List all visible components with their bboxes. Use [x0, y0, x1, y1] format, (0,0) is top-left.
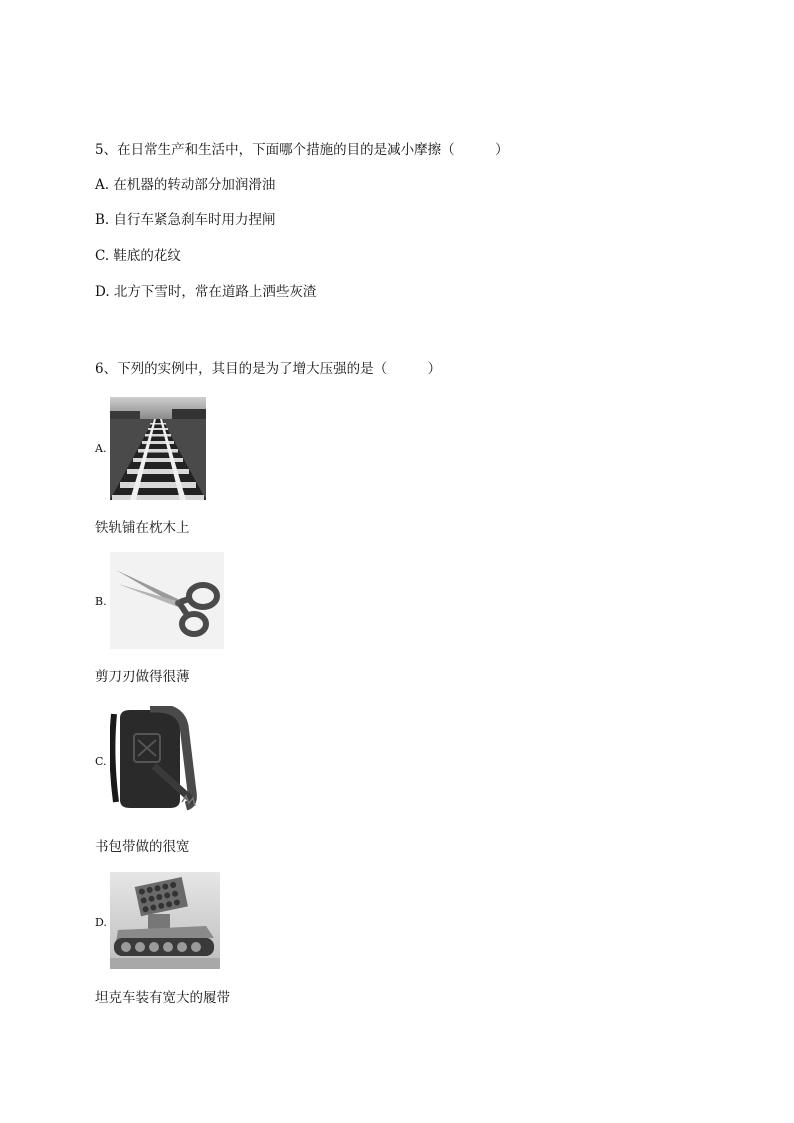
question-6-stem: 6、下列的实例中，其目的是为了增大压强的是（ ）: [95, 361, 442, 377]
backpack-photo: [110, 706, 204, 818]
q6-option-c-letter: C.: [95, 755, 107, 768]
q5-option-a: A. 在机器的转动部分加润滑油: [95, 177, 276, 193]
railway-track-photo: [110, 397, 206, 500]
q5-option-b: B. 自行车紧急刹车时用力捏闸: [95, 212, 276, 228]
q6-option-a-caption: 铁轨铺在枕木上: [95, 520, 190, 536]
tank-photo: [110, 872, 220, 969]
railway-track-image: [110, 397, 206, 500]
q5-option-c: C. 鞋底的花纹: [95, 248, 181, 264]
tank-image: [110, 872, 220, 969]
scissors-image: [110, 552, 224, 649]
q6-option-b-caption: 剪刀刃做得很薄: [95, 669, 190, 685]
q6-option-b-letter: B.: [95, 595, 107, 608]
q6-option-d-caption: 坦克车装有宽大的履带: [95, 990, 230, 1006]
scissors-photo: [110, 552, 224, 649]
q6-option-d-letter: D.: [95, 916, 107, 929]
q5-option-d: D. 北方下雪时，常在道路上洒些灰渣: [95, 284, 317, 300]
q6-option-c-caption: 书包带做的很宽: [95, 839, 190, 855]
q6-option-a-letter: A.: [95, 442, 107, 455]
question-5-stem: 5、在日常生产和生活中，下面哪个措施的目的是减小摩擦（ ）: [95, 142, 509, 158]
backpack-image: [110, 706, 204, 818]
